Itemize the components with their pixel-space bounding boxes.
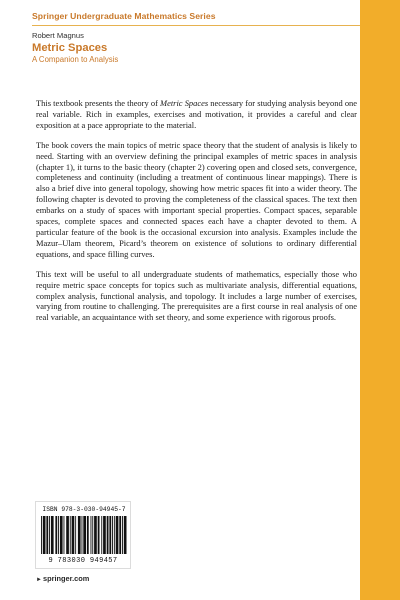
barcode-bar [58, 516, 59, 554]
barcode-bar [103, 516, 106, 554]
website-label: springer.com [42, 574, 90, 583]
blurb-paragraph-3: This text will be useful to all undergraduate students of mathematics, especially those who require metric space concepts for topics such as multivariate analysis, differential equations, complex analysis, functional analysis, and topology. It includes a large number of exercises, varying from routine to challenging. The prerequisites are a first course in real analysis of one real variable, an acquaintance with set theory, and some experience with rigorous proofs. [36, 268, 357, 323]
barcode-bar [116, 516, 119, 554]
blurb-p1-start: This textbook presents the theory of [36, 98, 161, 108]
barcode-bar [122, 516, 123, 554]
barcode-bar [43, 516, 46, 554]
barcode-bar [82, 516, 83, 554]
series-name: Springer Undergraduate Mathematics Series [32, 11, 216, 21]
blurb-paragraph-2: The book covers the main topics of metric space theory that the student of analysis is likely to need. Starting with an overview defining the principal examples of metric spaces in analysis (chapter 1), it turns to the basic theory (chapter 2) covering open and closed sets, convergence, completeness and continuity (including a treatment of continuous linear mappings). There is also a brief dive into general topology, showing how metric spaces fit into a wider theory. The following chapter is devoted to proving the completeness of the classical spaces. The text then embarks on a study of spaces with important special properties. Compact spaces, separable spaces, complete spaces and connected spaces each have a chapter devoted to them. A particular feature of the book is the occasional excursion into analysis. Examples include the Mazur–Ulam theorem, Picard’s theorem on existence of solutions to ordinary differential equations, and space filling curves. [36, 139, 357, 259]
barcode-bar [87, 516, 89, 554]
barcode-bar [101, 516, 102, 554]
barcode-bar [55, 516, 57, 554]
book-title: Metric Spaces [32, 42, 108, 54]
barcode-bar [75, 516, 76, 554]
barcode-bars [39, 516, 127, 556]
barcode-bar [124, 516, 127, 554]
blurb [36, 98, 357, 332]
isbn-label: ISBN 978-3-030-94945-7 [42, 506, 126, 513]
barcode-bar [83, 516, 86, 554]
barcode-bar [94, 516, 97, 554]
barcode-bar [107, 516, 109, 554]
barcode-bar [46, 516, 48, 554]
isbn-barcode [35, 501, 131, 569]
barcode-bar [72, 516, 75, 554]
orange-side-bar [360, 0, 400, 600]
cover-header [32, 11, 352, 64]
book-subtitle: A Companion to Analysis [32, 55, 119, 64]
barcode-bar [41, 516, 42, 554]
barcode-bar [49, 516, 50, 554]
barcode-bar [60, 516, 63, 554]
publisher-website[interactable] [36, 574, 89, 583]
barcode-bar [114, 516, 115, 554]
barcode-bar [91, 516, 92, 554]
blurb-p1-emphasis: Metric Spaces [160, 98, 209, 108]
author-name: Robert Magnus [32, 31, 84, 40]
barcode-bar [78, 516, 81, 554]
barcode-bar [119, 516, 121, 554]
barcode-bar [92, 516, 93, 554]
barcode-bar [66, 516, 69, 554]
barcode-bar [70, 516, 71, 554]
blurb-p1-end: necessary for studying analysis beyond one real variable. Rich in examples, exercises and motivation, it provides a careful and clear exposition at a pace appropriate to the material. [36, 98, 358, 130]
triangle-right-icon: ► [36, 577, 42, 583]
barcode-bar [51, 516, 54, 554]
blurb-paragraph-1 [36, 98, 357, 131]
barcode-bar [109, 516, 111, 554]
barcode-bar [98, 516, 100, 554]
header-divider [32, 25, 360, 26]
barcode-bar [64, 516, 65, 554]
barcode-bar [112, 516, 113, 554]
barcode-digits: 9 783030 949457 [48, 557, 118, 565]
